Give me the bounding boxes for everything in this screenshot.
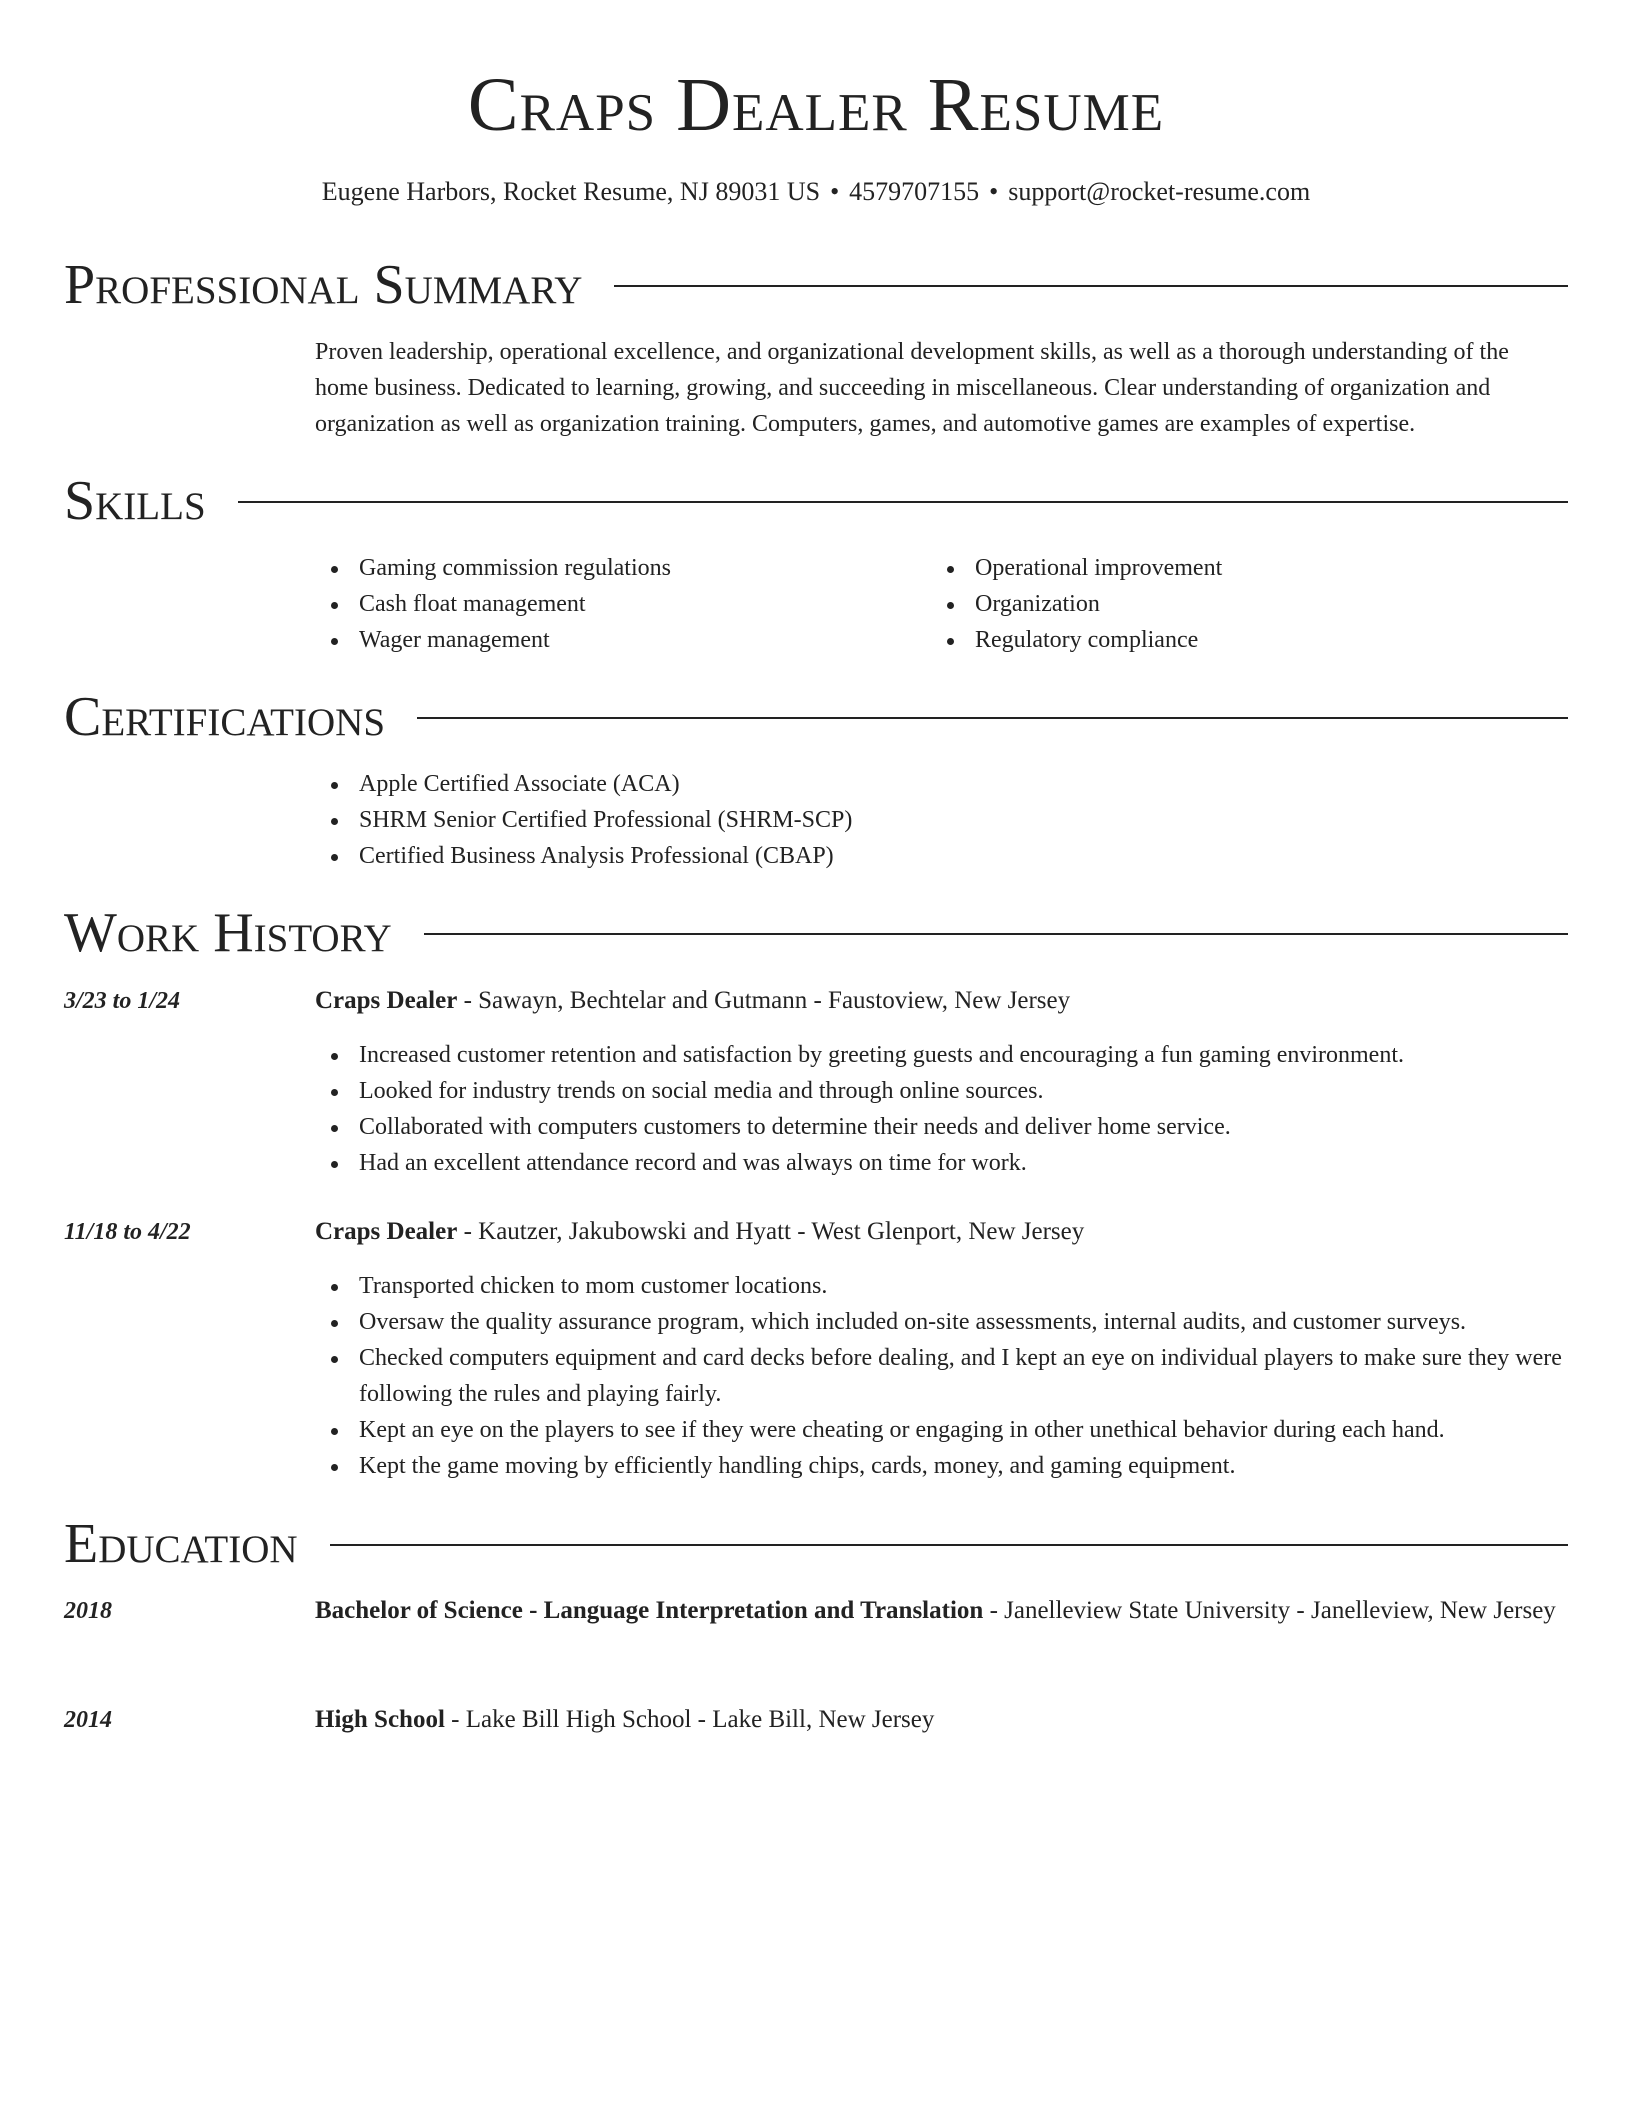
- section-heading-certifications: [64, 685, 1568, 749]
- skills-column-right: [931, 550, 1547, 658]
- list-item: Kept an eye on the players to see if they were cheating or engaging in other unethical behavior during each hand.: [315, 1412, 1568, 1448]
- skills-list: [315, 550, 1568, 658]
- section-divider: [424, 933, 1568, 935]
- education-degree: High School: [315, 1706, 445, 1733]
- education-degree: Bachelor of Science - Language Interpretation and Translation: [315, 1597, 984, 1624]
- job-title: Craps Dealer: [315, 1218, 458, 1245]
- section-heading-work-history: [64, 901, 1568, 965]
- education-year: 2018: [64, 1598, 112, 1624]
- section-divider: [614, 285, 1568, 287]
- education-year: 2014: [64, 1707, 112, 1733]
- section-heading-education: [64, 1512, 1568, 1576]
- section-divider: [417, 717, 1568, 719]
- summary-text: Proven leadership, operational excellence, and organizational development skills, as well as a thorough understanding of the home business. Dedicated to learning, growing, and succeeding in miscellaneous. Clear understanding of organization and organization as well as organization training. Computers, games, and automotive games are examples of expertise.: [315, 339, 1509, 437]
- list-item: Checked computers equipment and card decks before dealing, and I kept an eye on individual players to make sure they were following the rules and playing fairly.: [315, 1340, 1568, 1412]
- list-item: Wager management: [315, 622, 931, 658]
- section-title: Skills: [64, 470, 206, 532]
- job-bullets: [315, 1268, 1568, 1484]
- education-details: - Lake Bill High School - Lake Bill, New Jersey: [444, 1706, 935, 1733]
- list-item: Oversaw the quality assurance program, which included on-site assessments, internal audits, and customer surveys.: [315, 1304, 1568, 1340]
- education-entry: [315, 1593, 1568, 1629]
- section-divider: [330, 1544, 1568, 1546]
- contact-email[interactable]: support@rocket-resume.com: [1008, 177, 1311, 206]
- section-title: Work History: [64, 902, 392, 964]
- job-dates: 3/23 to 1/24: [64, 988, 181, 1014]
- contact-line: [64, 175, 1568, 209]
- list-item: Increased customer retention and satisfaction by greeting guests and encouraging a fun gaming environment.: [315, 1037, 1568, 1073]
- list-item: Gaming commission regulations: [315, 550, 931, 586]
- list-item: Looked for industry trends on social media and through online sources.: [315, 1073, 1568, 1109]
- job-heading: [315, 983, 1568, 1019]
- section-title: Education: [64, 1513, 298, 1575]
- list-item: SHRM Senior Certified Professional (SHRM-SCP): [315, 802, 1568, 838]
- section-heading-skills: [64, 469, 1568, 533]
- contact-phone: 4579707155: [849, 177, 980, 206]
- skills-column-left: [315, 550, 931, 658]
- list-item: Regulatory compliance: [931, 622, 1547, 658]
- list-item: Kept the game moving by efficiently handling chips, cards, money, and gaming equipment.: [315, 1448, 1568, 1484]
- education-entry: [315, 1702, 1568, 1738]
- section-divider: [238, 501, 1568, 503]
- list-item: Cash float management: [315, 586, 931, 622]
- section-title: Professional Summary: [64, 254, 583, 316]
- list-item: Operational improvement: [931, 550, 1547, 586]
- contact-separator: •: [989, 177, 999, 206]
- job-details: - Sawayn, Bechtelar and Gutmann - Faustoview, New Jersey: [457, 987, 1071, 1014]
- section-heading-summary: [64, 253, 1568, 317]
- page-title: Craps Dealer Resume: [467, 63, 1165, 147]
- job-heading: [315, 1214, 1568, 1250]
- list-item: Apple Certified Associate (ACA): [315, 766, 1568, 802]
- contact-location: Eugene Harbors, Rocket Resume, NJ 89031 US: [321, 177, 821, 206]
- resume-page: [64, 0, 1568, 2112]
- job-title: Craps Dealer: [315, 987, 458, 1014]
- list-item: Collaborated with computers customers to determine their needs and deliver home service.: [315, 1109, 1568, 1145]
- education-details: - Janelleview State University - Janelleview, New Jersey: [983, 1597, 1556, 1624]
- job-dates: 11/18 to 4/22: [64, 1219, 191, 1245]
- job-bullets: [315, 1037, 1568, 1181]
- list-item: Had an excellent attendance record and was always on time for work.: [315, 1145, 1568, 1181]
- list-item: Certified Business Analysis Professional (CBAP): [315, 838, 1568, 874]
- list-item: Transported chicken to mom customer locations.: [315, 1268, 1568, 1304]
- job-details: - Kautzer, Jakubowski and Hyatt - West Glenport, New Jersey: [457, 1218, 1085, 1245]
- section-title: Certifications: [64, 686, 386, 748]
- certifications-list: [315, 766, 1568, 874]
- contact-separator: •: [830, 177, 840, 206]
- list-item: Organization: [931, 586, 1547, 622]
